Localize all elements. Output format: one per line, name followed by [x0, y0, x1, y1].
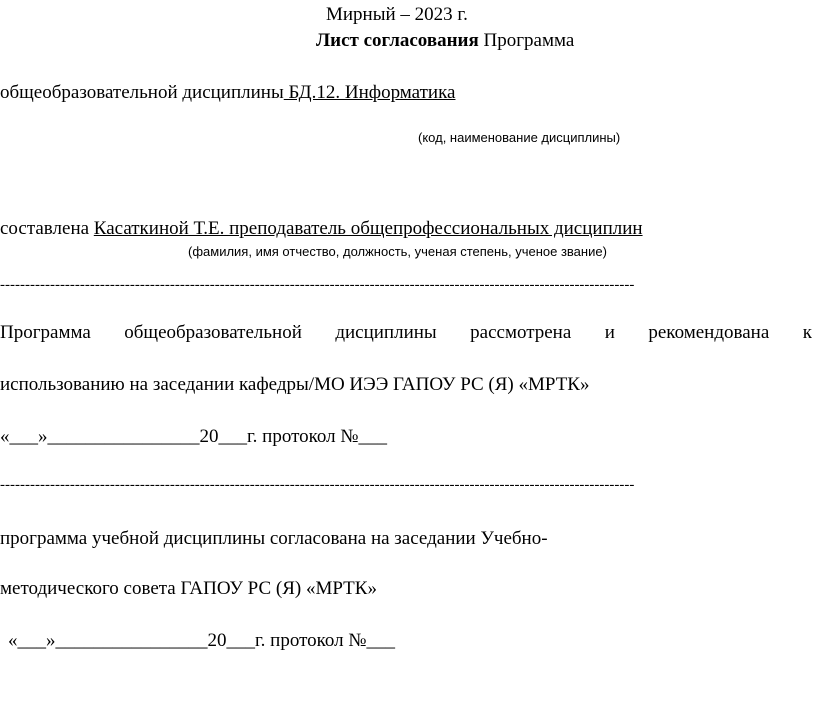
separator-2: -------------------------------------------------------------------------------------------------------------------------------: [0, 478, 635, 493]
author-prefix: составлена: [0, 218, 90, 239]
section1-line2: использованию на заседании кафедры/МО ИЭЭ ГАПОУ РС (Я) «МРТК»: [0, 374, 590, 395]
word: рекомендована: [648, 322, 770, 343]
section1-line1: [0, 322, 812, 344]
word: рассмотрена: [470, 322, 572, 343]
author-caption: (фамилия, имя отчество, должность, ученая степень, ученое звание): [188, 244, 607, 259]
page-title: [316, 30, 574, 52]
title-rest: Программа: [483, 30, 575, 51]
word: общеобразовательной: [124, 322, 302, 343]
section1-protocol: «___»________________20___г. протокол №___: [0, 426, 387, 447]
city-year: Мирный – 2023 г.: [326, 4, 468, 25]
word: Программа: [0, 322, 91, 343]
author-name: Касаткиной Т.Е. преподаватель общепрофессиональных дисциплин: [93, 218, 643, 239]
section2-line2: методического совета ГАПОУ РС (Я) «МРТК»: [0, 578, 377, 599]
section2-line1: программа учебной дисциплины согласована на заседании Учебно-: [0, 528, 548, 549]
separator-1: -------------------------------------------------------------------------------------------------------------------------------: [0, 278, 635, 293]
discipline-name: БД.12. Информатика: [283, 82, 456, 103]
word: к: [802, 322, 812, 343]
discipline-line: [0, 82, 455, 104]
discipline-prefix: общеобразовательной дисциплины: [0, 82, 284, 103]
word: и: [604, 322, 615, 343]
author-line: [0, 218, 643, 240]
section2-protocol: «___»________________20___г. протокол №___: [8, 630, 395, 651]
discipline-caption: (код, наименование дисциплины): [418, 130, 621, 145]
title-bold: Лист согласования: [316, 30, 479, 51]
word: дисциплины: [335, 322, 437, 343]
